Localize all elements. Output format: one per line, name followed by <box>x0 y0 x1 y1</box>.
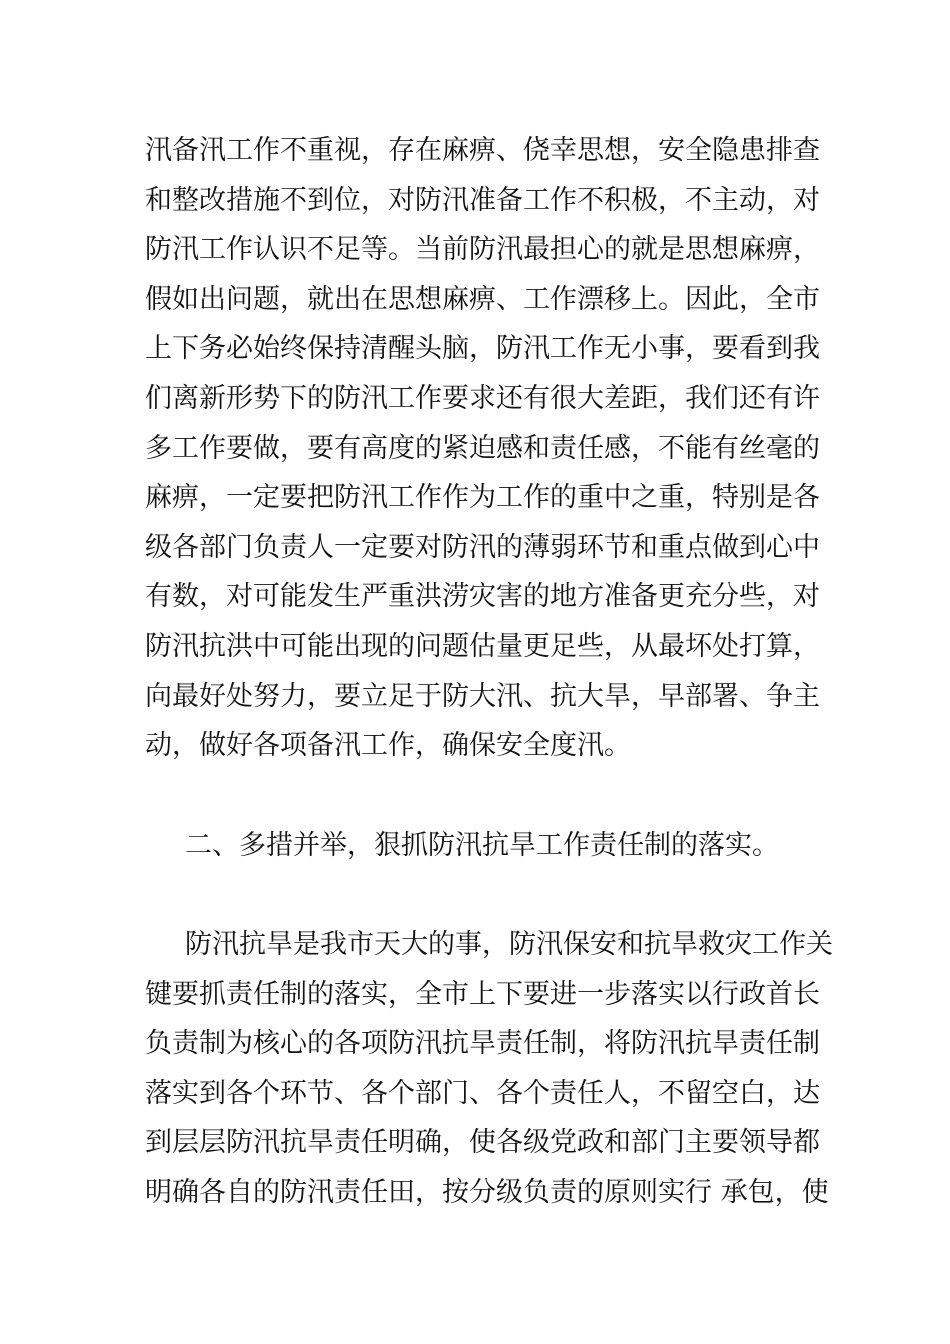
text-line: 和整改措施不到位，对防汛准备工作不积极，不主动，对 <box>145 184 820 216</box>
text-line: 向最好处努力，要立足于防大汛、抗大旱，早部署、争主 <box>145 680 820 712</box>
text-line: 落实到各个环节、各个部门、各个责任人，不留空白，达 <box>145 1077 820 1109</box>
section-heading-text: 二、多措并举，狠抓防汛抗旱工作责任制的落实。 <box>185 830 779 861</box>
text-line: 防汛工作认识不足等。当前防汛最担心的就是思想麻痹， <box>145 234 820 266</box>
text-line: 到层层防汛抗旱责任明确，使各级党政和部门主要领导都 <box>145 1127 820 1159</box>
text-line: 明确各自的防汛责任田，按分级负责的原则实行 承包，使 <box>145 1176 829 1208</box>
paragraph-2 <box>145 920 833 1218</box>
section-heading-2 <box>145 821 810 871</box>
text-line: 麻痹，一定要把防汛工作作为工作的重中之重，特别是各 <box>145 482 820 514</box>
paragraph-1 <box>145 126 820 771</box>
text-line: 汛备汛工作不重视，存在麻痹、侥幸思想，安全隐患排查 <box>145 135 820 166</box>
text-line: 动，做好各项备汛工作，确保安全度汛。 <box>145 730 631 762</box>
text-line: 上下务必始终保持清醒头脑，防汛工作无小事，要看到我 <box>145 333 820 365</box>
text-line: 假如出问题，就出在思想麻痹、工作漂移上。因此，全市 <box>145 283 820 315</box>
text-line: 们离新形势下的防汛工作要求还有很大差距，我们还有许 <box>145 382 820 414</box>
text-line: 负责制为核心的各项防汛抗旱责任制，将防汛抗旱责任制 <box>145 1028 820 1060</box>
text-line: 多工作要做，要有高度的紧迫感和责任感，不能有丝毫的 <box>145 432 820 464</box>
text-line: 键要抓责任制的落实，全市上下要进一步落实以行政首长 <box>145 978 820 1010</box>
text-line: 防汛抗洪中可能出现的问题估量更足些，从最坏处打算， <box>145 630 820 662</box>
text-line: 有数，对可能发生严重洪涝灾害的地方准备更充分些，对 <box>145 581 820 613</box>
text-line: 防汛抗旱是我市天大的事，防汛保安和抗旱救灾工作关 <box>185 929 833 960</box>
text-line: 级各部门负责人一定要对防汛的薄弱环节和重点做到心中 <box>145 531 820 563</box>
